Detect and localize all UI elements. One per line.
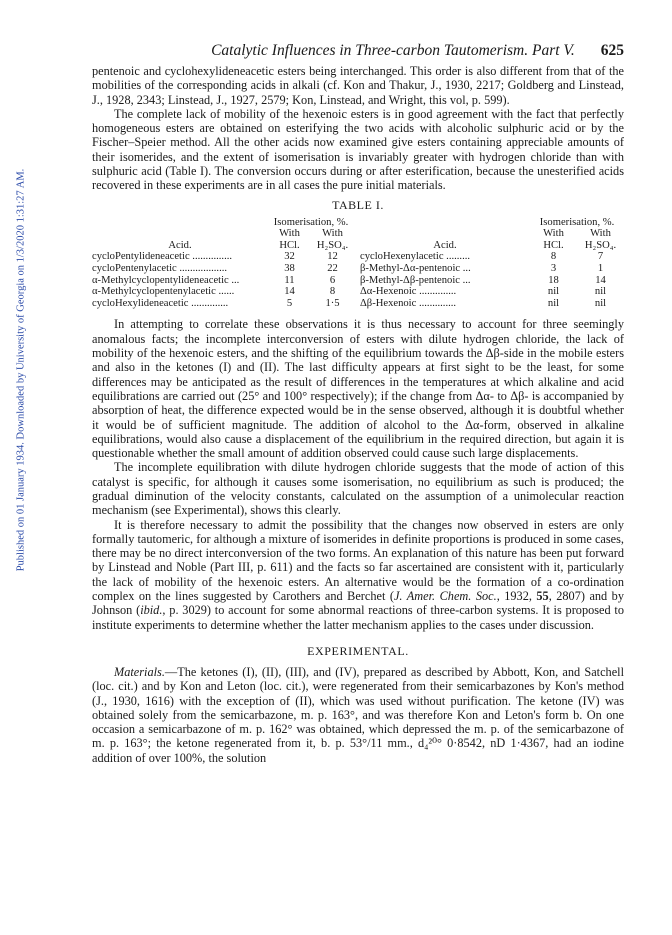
table-cell-acid: β-Methyl-Δβ-pentenoic ... — [360, 274, 471, 286]
table-cell-acid: α-Methylcyclopentylideneacetic ... — [92, 274, 240, 286]
table-cell-hcl: 32 — [284, 251, 295, 263]
table-cell-hcl: nil — [547, 297, 560, 309]
paragraph-hexenoic-mobility: The complete lack of mobility of the hexenoic esters is in good agreement with the fact that perfectly homogeneous esters are obtained on esterifying the two acids with alcoholic sulphuric acid or by the Fischer–Speier method. All the other acids now examined give esters containing appreciable amounts of their isomerides, and the extent of isomerisation is invariably greater with hydrogen chloride than with sulphuric acid (Table I). The conversion occurs during or after esterification, because the unesterified acids recovered in these experiments are in all cases the pure initial materials. — [92, 106, 624, 193]
table-cell-acid: β-Methyl-Δα-pentenoic ... — [360, 263, 471, 275]
table-row — [92, 286, 354, 298]
table-cell-acid: Δα-Hexenoic .............. — [360, 286, 457, 298]
column-subheader-with: With — [543, 228, 564, 240]
paragraph-formal-tautomerism — [92, 518, 624, 632]
table-cell-h2so4: nil — [594, 297, 607, 309]
table-cell-hcl: 18 — [548, 274, 559, 286]
page-number: 625 — [600, 42, 624, 59]
column-group-header: Isomerisation, %. — [539, 216, 615, 228]
table-row — [360, 275, 624, 287]
table-cell-h2so4: 1 — [597, 263, 604, 275]
ibid-reference: ibid. — [140, 603, 163, 618]
paragraph-anomalous-facts: In attempting to correlate these observations it is thus necessary to account for three seemingly anomalous facts; the incomplete interconversion of esters with dilute hydrogen chloride, the lack of mobility of the hexenoic esters, and the shifting of the equilibrium towards the Δβ-side in the mobile esters and also in the ketones (I) and (II). The last difficulty appears at first sight to be the least, for some differences may be anticipated as the result of differences in the temperatures at which alkaline and acid equilibrations are carried out (25° and 100° respectively); if the change from Δα- to Δβ- is accompanied by absorption of heat, the difference expected would be in the sense observed, although it is doubtful whether it would be of sufficient magnitude. The addition of alcohol to the Δα-form, observed in alkaline equilibrations, would also cause a displacement of the equilibrium in the required direction, but again it is questionable whether the small amount of addition observed could cause such large displacements. — [92, 317, 624, 461]
table-cell-acid: α-Methylcyclopentenylacetic ...... — [92, 286, 235, 298]
journal-volume: 55 — [536, 589, 549, 604]
column-header-acid: Acid. — [168, 239, 192, 251]
text-run: , 1932, — [496, 589, 537, 604]
column-header-acid: Acid. — [433, 239, 457, 251]
table-cell-hcl: 8 — [550, 251, 557, 263]
table-row — [92, 263, 354, 275]
journal-name: J. Amer. Chem. Soc. — [393, 589, 497, 604]
running-header — [92, 42, 624, 64]
column-group-header: Isomerisation, %. — [273, 216, 349, 228]
table-cell-h2so4: 22 — [327, 263, 338, 275]
paragraph-continued: pentenoic and cyclohexylideneacetic esters being interchanged. This order is also different from that of the mobilities of the corresponding acids in alkali (cf. Kon and Thakur, J., 1930, 2217; Goldberg and Linstead, J., 1928, 2343; Linstead, J., 1927, 2579; Kon, Linstead, and Wright, this vol, p. 599). — [92, 64, 624, 107]
table-row — [92, 251, 354, 263]
running-title: Catalytic Influences in Three-carbon Tautomerism. Part V. — [211, 42, 575, 59]
column-subheader-with: With — [279, 228, 300, 240]
table-cell-hcl: 3 — [550, 263, 557, 275]
table-title: TABLE I. — [332, 197, 384, 212]
table-cell-acid: cycloPentylideneacetic ............... — [92, 251, 233, 263]
table-row — [360, 251, 624, 263]
table-cell-h2so4: nil — [594, 286, 607, 298]
table-row — [360, 298, 624, 310]
text-run: , 2807) and by Johnson ( — [92, 589, 624, 618]
table-isomerisation — [92, 217, 624, 310]
table-row — [92, 275, 354, 287]
table-cell-hcl: nil — [547, 286, 560, 298]
table-cell-hcl: 5 — [286, 297, 293, 309]
text-run: , p. 3029) to account for some abnormal reactions of three-carbon systems. It is proposed to institute experiments to determine whether the latter mechanism applies to the cases under discussion. — [92, 603, 624, 632]
paragraph-incomplete-equilibration: The incomplete equilibration with dilute hydrogen chloride suggests that the mode of action of this catalyst is specific, for although it causes some isomerisation, no equilibrium as such is produced; the gradual diminution of the velocity constants, calculated on the assumption of a unimolecular reaction mechanism (see Experimental), shows this clearly. — [92, 460, 624, 518]
column-header-hcl: HCl. — [543, 239, 564, 251]
text-run: It is therefore necessary to admit the possibility that the changes now observed in esters are only formally tautomeric, for although a mixture of isomerides in definite proportions is produced in some cases, there may be no direct interconversion of the two forms. An explanation of this nature has been put forward by Linstead and Noble (Part III, p. 611) and the facts so far ascertained are consistent with it, particularly the lack of mobility of the hexenoic esters. An alternative would be the formation of a co-ordination complex on the lines suggested by Carothers and Berchet ( — [92, 517, 624, 604]
table-cell-h2so4: 12 — [327, 251, 338, 263]
table-cell-acid: Δβ-Hexenoic .............. — [360, 297, 457, 309]
table-cell-h2so4: 8 — [329, 286, 336, 298]
table-row — [360, 263, 624, 275]
column-header-h2so4: H₂SO₄. — [584, 239, 617, 251]
table-cell-hcl: 14 — [284, 286, 295, 298]
table-row — [92, 298, 354, 310]
column-subheader-with: With — [322, 228, 343, 240]
text-run: —The ketones (I), (II), (III), and (IV), prepared as described by Abbott, Kon, and Satchell (loc. cit.) and by Kon and Leton (loc. cit.), were regenerated from their semicarbazones by Kon's method (J., 1930, 1616) with the exception of (II), which was used without purification. The ketone (IV) was obtained solely from the semicarbazone, m. p. 163°, and was therefore Kon and Leton's form b. On one occasion a semicarbazone of m. p. 162° was obtained, which depressed the m. p. of the semicarbazone of m. p. 163°; the ketone regenerated from it, b. p. 53°/11 mm., d₄²⁰° 0·8542, nD 1·4367, had an iodine addition of over 100%, the solution — [92, 664, 624, 765]
paragraph-materials — [92, 665, 624, 765]
column-header-hcl: HCl. — [279, 239, 300, 251]
table-cell-hcl: 11 — [284, 274, 295, 286]
table-cell-h2so4: 1·5 — [325, 297, 340, 309]
materials-heading: Materials. — [114, 664, 165, 679]
table-cell-h2so4: 6 — [329, 274, 336, 286]
page-body — [92, 42, 624, 765]
section-heading-experimental: EXPERIMENTAL. — [307, 643, 409, 658]
table-right-half — [360, 217, 624, 310]
column-header-h2so4: H₂SO₄. — [316, 239, 349, 251]
table-cell-acid: cycloPentenylacetic .................. — [92, 263, 228, 275]
table-cell-hcl: 38 — [284, 263, 295, 275]
column-subheader-with: With — [590, 228, 611, 240]
table-row — [360, 286, 624, 298]
table-left-half — [92, 217, 354, 310]
table-cell-h2so4: 14 — [595, 274, 606, 286]
download-watermark — [14, 140, 28, 600]
table-cell-acid: cycloHexenylacetic ......... — [360, 251, 471, 263]
download-watermark-text: Published on 01 January 1934. Downloaded by University of Georgia on 1/3/2020 1:31:27 AM. — [15, 168, 27, 572]
table-cell-acid: cycloHexylideneacetic .............. — [92, 297, 229, 309]
table-cell-h2so4: 7 — [597, 251, 604, 263]
